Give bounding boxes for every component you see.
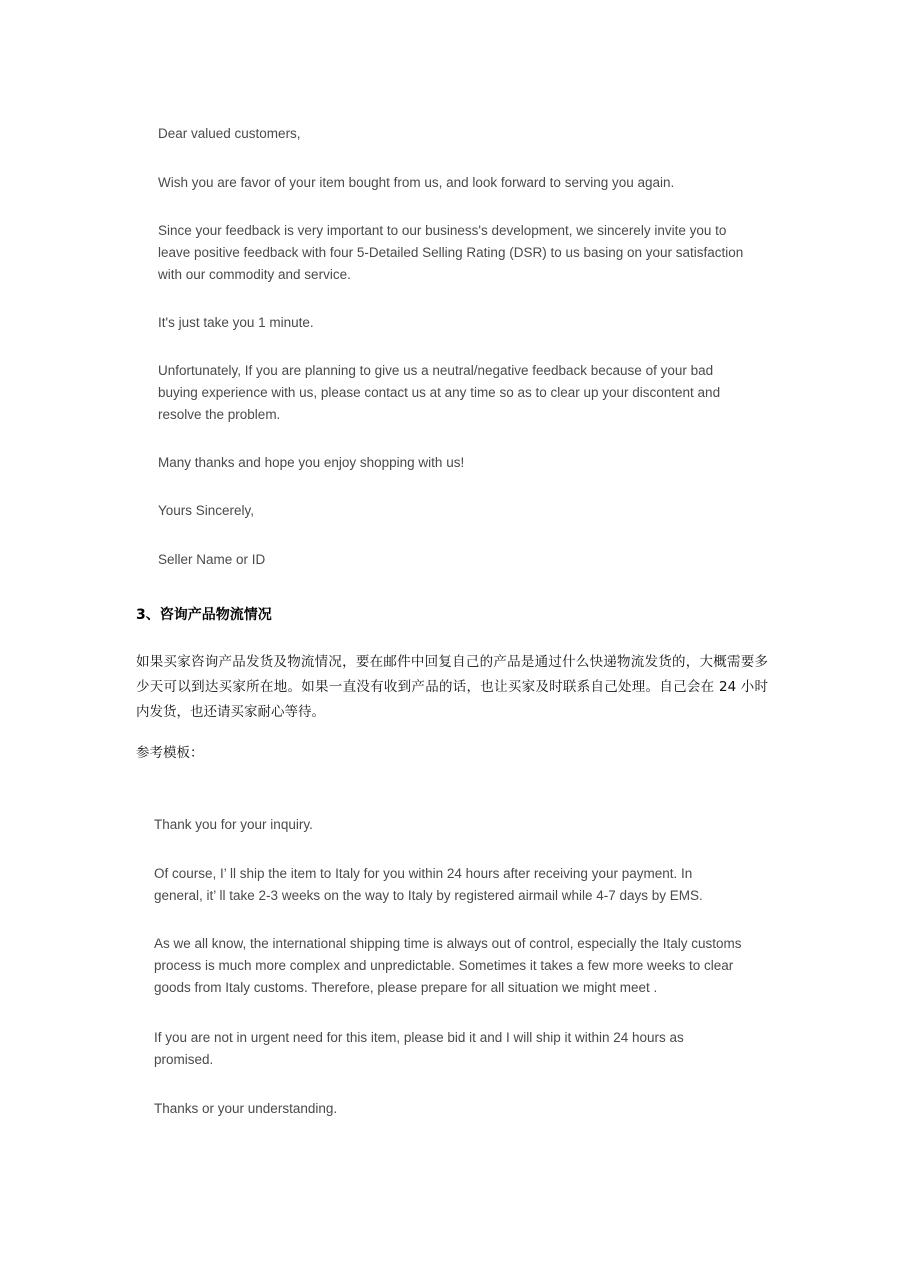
- letter-paragraph: It's just take you 1 minute.: [158, 315, 314, 330]
- section-body: 如果买家咨询产品发货及物流情况，要在邮件中回复自己的产品是通过什么快递物流发货的，大概需要多少天可以到达买家所在地。如果一直没有收到产品的话，也让买家及时联系自己处理。自己会在 24 小时内发货，也还请买家耐心等待。: [136, 654, 768, 720]
- letter-paragraph: Many thanks and hope you enjoy shopping with us!: [158, 455, 465, 470]
- letter-paragraph: Thanks or your understanding.: [154, 1101, 338, 1116]
- letter-paragraph: If you are not in urgent need for this item, please bid it and I will ship it within 24 hours as promised.: [154, 1030, 684, 1067]
- letter-paragraph: As we all know, the international shipping time is always out of control, especially the Italy customs process is much more complex and unpredictable. Sometimes it takes a few more weeks to clear goods from Italy customs. Therefore, please prepare for all situation we might meet .: [154, 936, 742, 995]
- section-heading: 3、咨询产品物流情况: [136, 607, 272, 623]
- letter-paragraph: Unfortunately, If you are planning to give us a neutral/negative feedback because of your bad buying experience with us, please contact us at any time so as to clear up your discontent and resolve the problem.: [158, 363, 721, 422]
- template-label: 参考模板：: [136, 745, 204, 761]
- letter-paragraph: Since your feedback is very important to our business's development, we sincerely invite you to leave positive feedback with four 5-Detailed Selling Rating (DSR) to us basing on your satisfaction with our commodity and service.: [158, 223, 744, 282]
- letter-greeting: Dear valued customers,: [158, 126, 301, 141]
- letter-paragraph: Of course, I’ ll ship the item to Italy for you within 24 hours after receiving your payment. In general, it’ ll take 2-3 weeks on the way to Italy by registered airmail while 4-7 days by EMS.: [154, 866, 703, 903]
- letter-signature: Seller Name or ID: [158, 552, 266, 567]
- letter-paragraph: Thank you for your inquiry.: [154, 817, 313, 832]
- letter-paragraph: Wish you are favor of your item bought from us, and look forward to serving you again.: [158, 175, 675, 190]
- letter-closing: Yours Sincerely,: [158, 503, 255, 518]
